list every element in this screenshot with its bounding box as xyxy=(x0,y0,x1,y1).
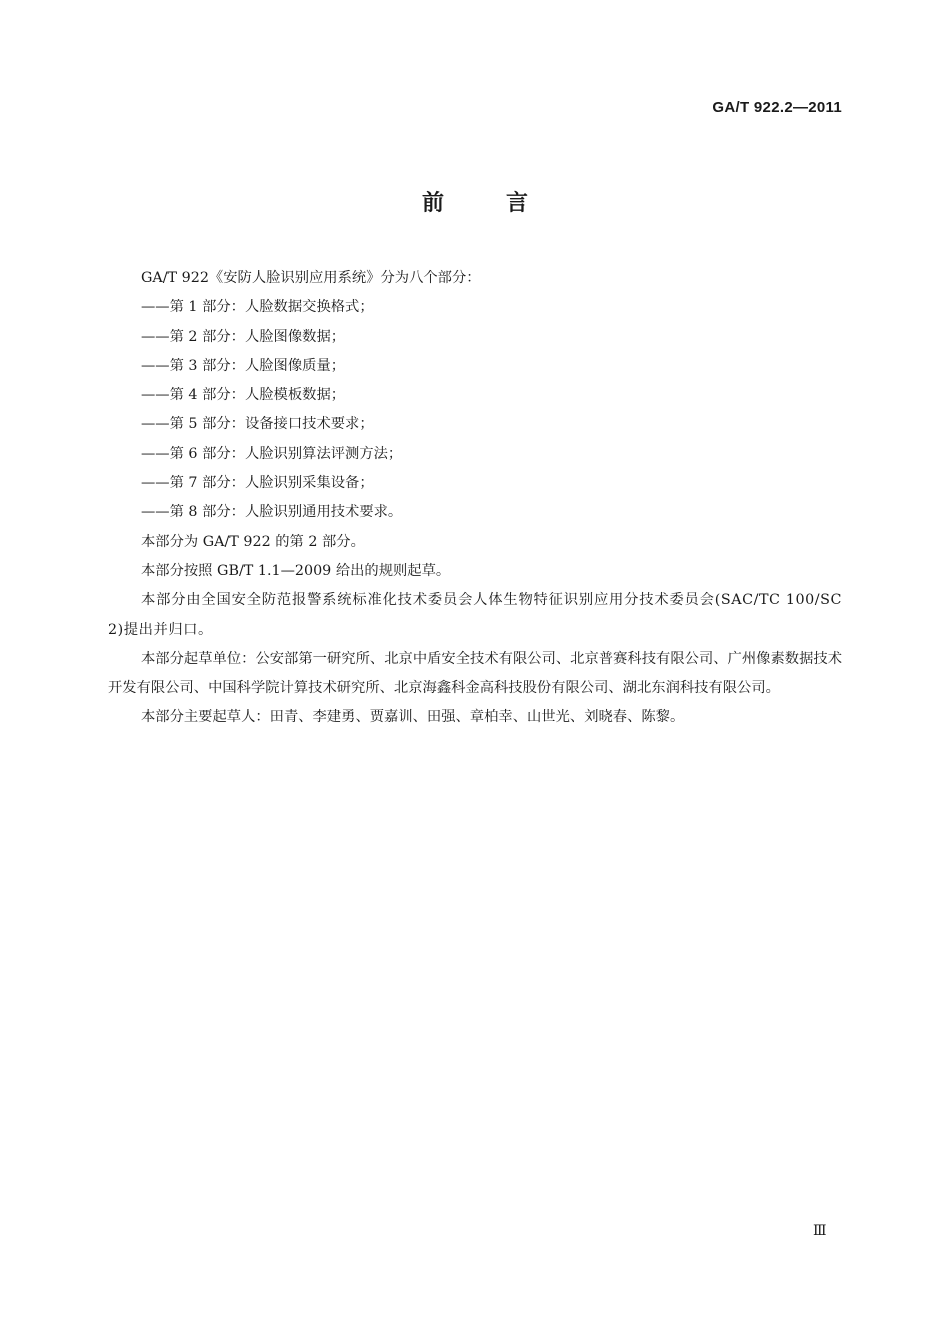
page-title: 前言 xyxy=(421,191,590,216)
part-statement-paragraph: 本部分为 GA/T 922 的第 2 部分。 xyxy=(141,533,365,550)
page-number: Ⅲ xyxy=(813,1224,827,1239)
standard-number: GA/T 922.2—2011 xyxy=(712,99,842,116)
part-list-item-4: ——第 4 部分：人脸模板数据； xyxy=(141,387,346,404)
part-list-item-7: ——第 7 部分：人脸识别采集设备； xyxy=(141,475,374,492)
drafting-rules-paragraph: 本部分按照 GB/T 1.1—2009 给出的规则起草。 xyxy=(141,562,451,579)
part-list-item-2: ——第 2 部分：人脸图像数据； xyxy=(141,328,346,345)
intro-paragraph: GA/T 922《安防人脸识别应用系统》分为八个部分： xyxy=(141,270,481,286)
document-body xyxy=(108,264,842,733)
part-list-item-1: ——第 1 部分：人脸数据交换格式； xyxy=(141,299,374,316)
drafting-units-paragraph: 本部分起草单位：公安部第一研究所、北京中盾安全技术有限公司、北京普赛科技有限公司、广州像素数据技术开发有限公司、中国科学院计算技术研究所、北京海鑫科金高科技股份有限公司、湖北东润科技有限公司。 xyxy=(108,650,842,697)
part-list-item-5: ——第 5 部分：设备接口技术要求； xyxy=(141,416,374,433)
proposer-paragraph: 本部分由全国安全防范报警系统标准化技术委员会人体生物特征识别应用分技术委员会(SAC/TC 100/SC 2)提出并归口。 xyxy=(108,592,842,638)
part-list-item-8: ——第 8 部分：人脸识别通用技术要求。 xyxy=(141,504,403,521)
part-list-item-3: ——第 3 部分：人脸图像质量； xyxy=(141,357,346,374)
drafters-paragraph: 本部分主要起草人：田青、李建勇、贾嘉训、田强、章柏幸、山世光、刘晓春、陈黎。 xyxy=(141,709,685,726)
part-list-item-6: ——第 6 部分：人脸识别算法评测方法； xyxy=(141,445,403,462)
